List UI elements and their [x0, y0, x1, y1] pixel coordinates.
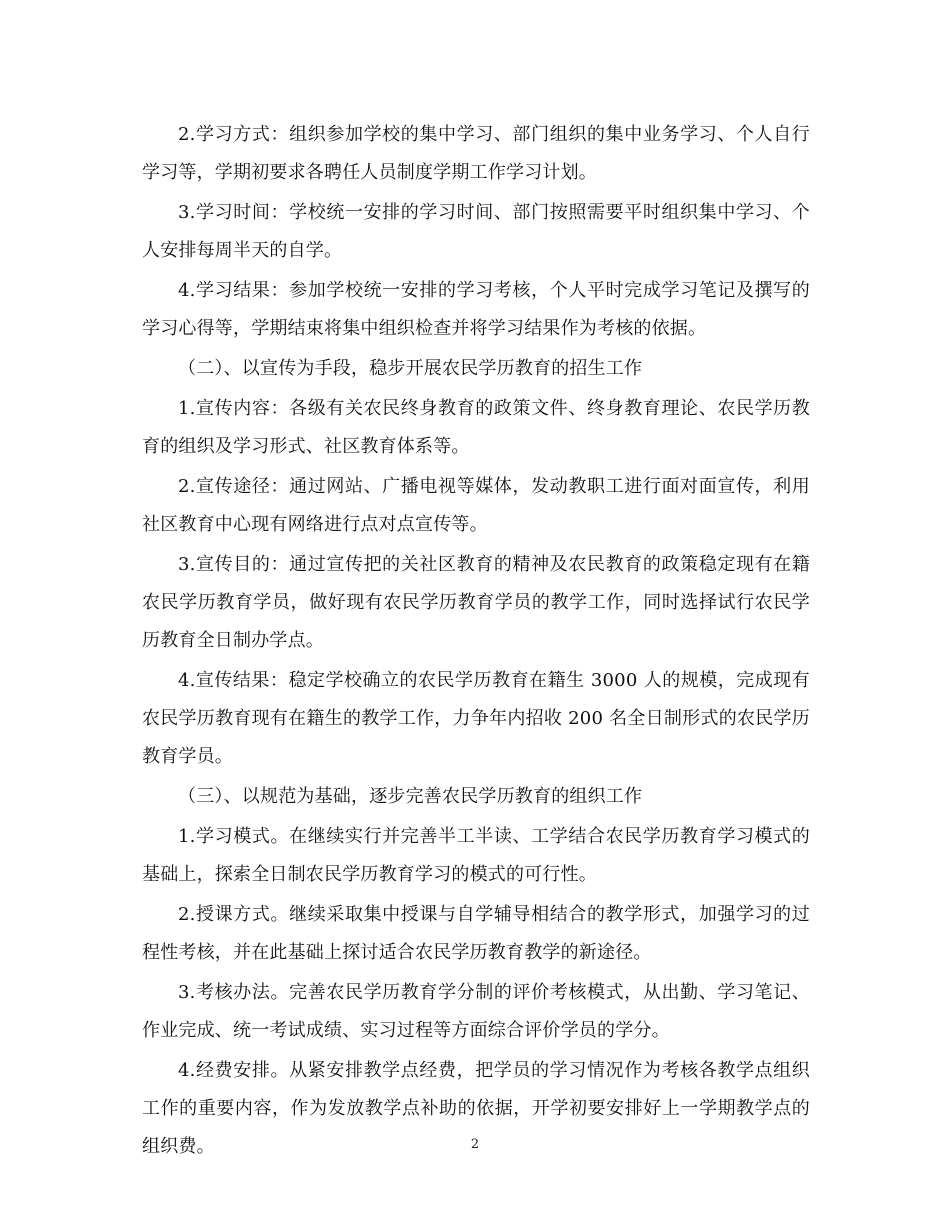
- paragraph-study-result: 4.学习结果：参加学校统一安排的学习考核，个人平时完成学习笔记及撰写的学习心得等，学期结束将集中组织检查并将学习结果作为考核的依据。: [142, 280, 810, 339]
- paragraph-learning-mode: 1.学习模式。在继续实行并完善半工半读、工学结合农民学历教育学习模式的基础上，探索全日制农民学历教育学习的模式的可行性。: [142, 826, 810, 885]
- paragraph-funding-arrangement: 4.经费安排。从紧安排教学点经费，把学员的学习情况作为考核各教学点组织工作的重要内容，作为发放教学点补助的依据，开学初要安排好上一学期教学点的组织费。: [142, 1060, 810, 1157]
- paragraph-study-method: 2.学习方式：组织参加学校的集中学习、部门组织的集中业务学习、个人自行学习等，学期初要求各聘任人员制度学期工作学习计划。: [142, 124, 810, 183]
- paragraph-publicity-result: 4.宣传结果：稳定学校确立的农民学历教育在籍生 3000 人的规模，完成现有农民学历教育现有在籍生的教学工作，力争年内招收 200 名全日制形式的农民学历教育学员。: [142, 670, 810, 767]
- paragraph-publicity-content: 1.宣传内容：各级有关农民终身教育的政策文件、终身教育理论、农民学历教育的组织及学习形式、社区教育体系等。: [142, 398, 810, 457]
- paragraph-assessment-method: 3.考核办法。完善农民学历教育学分制的评价考核模式，从出勤、学习笔记、作业完成、统一考试成绩、实习过程等方面综合评价学员的学分。: [142, 982, 810, 1041]
- paragraph-publicity-purpose: 3.宣传目的：通过宣传把的关社区教育的精神及农民教育的政策稳定现有在籍农民学历教育学员，做好现有农民学历教育学员的教学工作，同时选择试行农民学历教育全日制办学点。: [142, 554, 810, 651]
- paragraph-study-time: 3.学习时间：学校统一安排的学习时间、部门按照需要平时组织集中学习、个人安排每周半天的自学。: [142, 202, 810, 261]
- section-heading-organization: （三）、以规范为基础，逐步完善农民学历教育的组织工作: [178, 786, 643, 807]
- section-heading-publicity: （二）、以宣传为手段，稳步开展农民学历教育的招生工作: [178, 358, 643, 379]
- page-number: 2: [470, 1137, 480, 1152]
- body-text: [142, 116, 810, 1168]
- paragraph-publicity-channel: 2.宣传途径：通过网站、广播电视等媒体，发动教职工进行面对面宣传，利用社区教育中心现有网络进行点对点宣传等。: [142, 476, 810, 535]
- paragraph-teaching-method: 2.授课方式。继续采取集中授课与自学辅导相结合的教学形式，加强学习的过程性考核，并在此基础上探讨适合农民学历教育教学的新途径。: [142, 904, 810, 963]
